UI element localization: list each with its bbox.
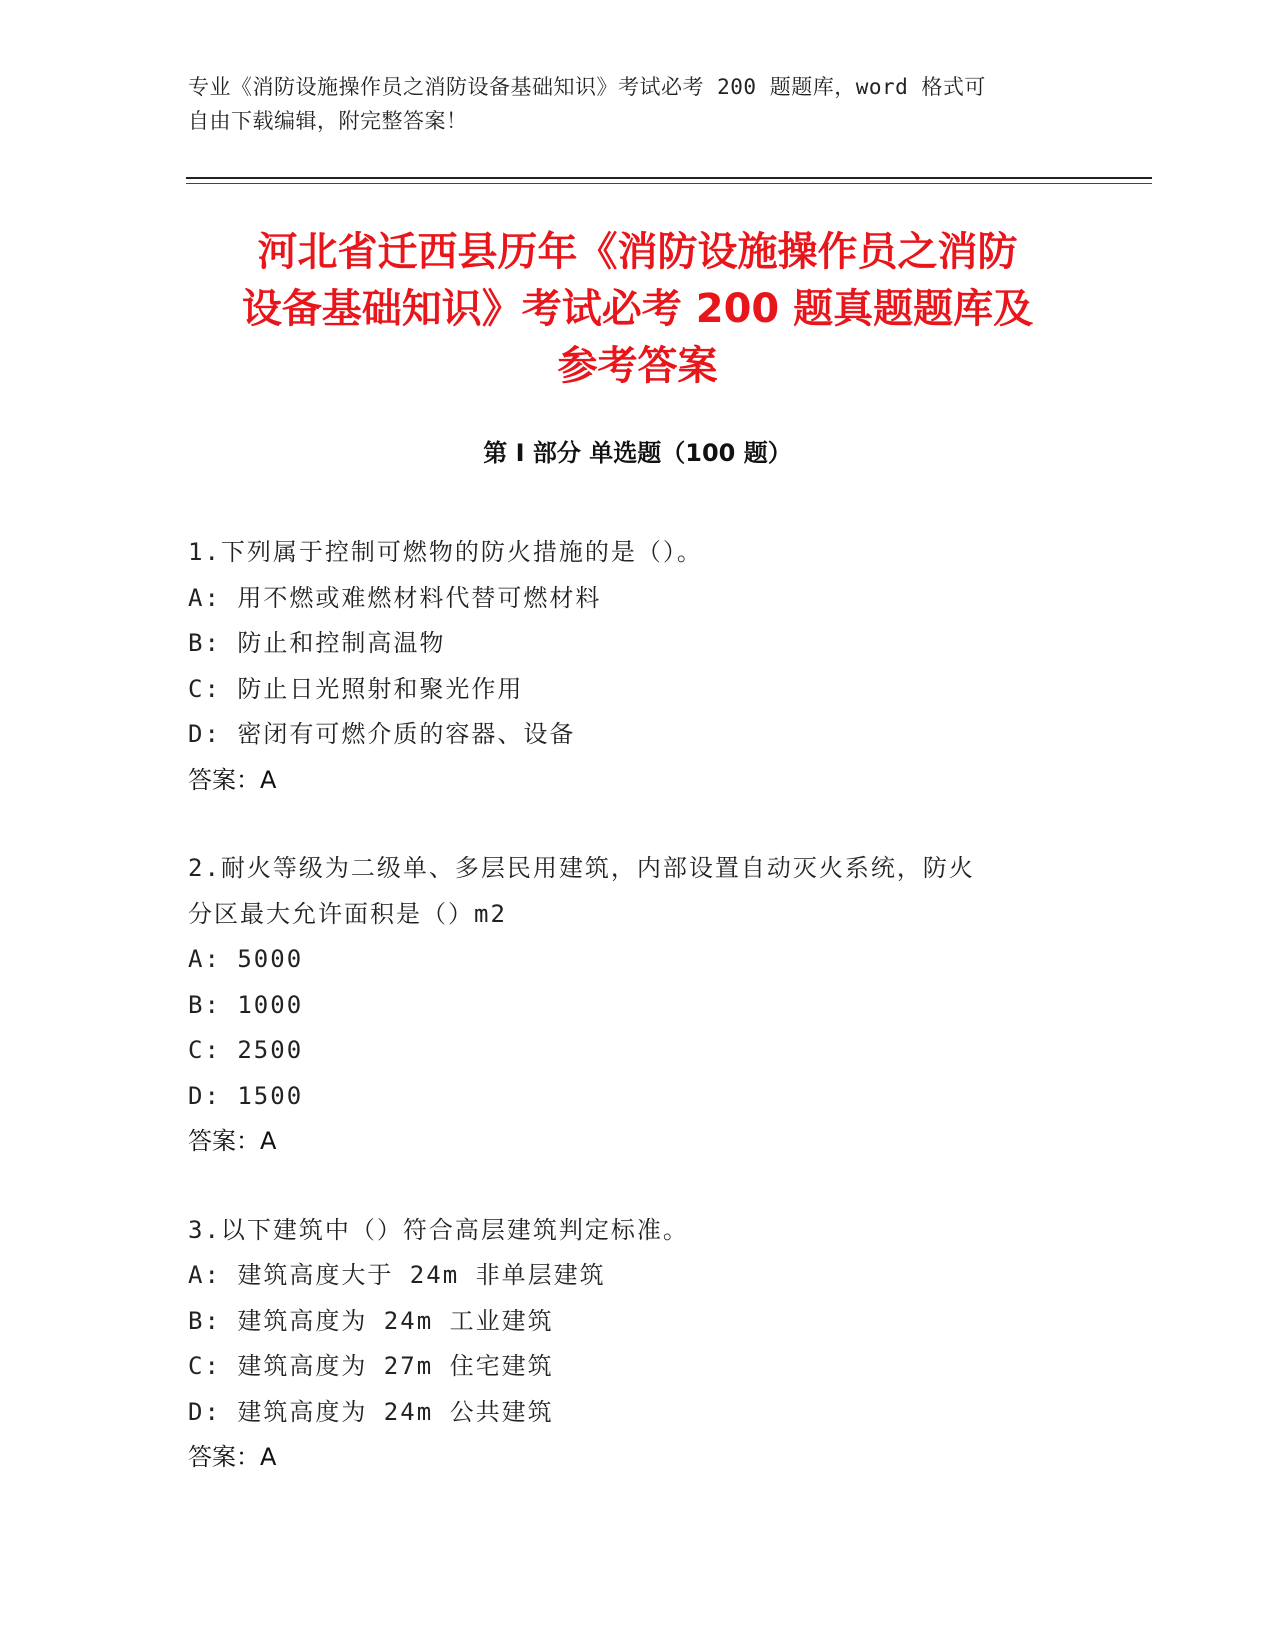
intro-line-1: 专业《消防设施操作员之消防设备基础知识》考试必考 200 题题库，word 格式可 [188, 75, 986, 99]
answer-line: 答案：A [188, 765, 277, 794]
option-a: A: 5000 [188, 945, 304, 973]
question-stem [188, 530, 1078, 576]
option-c: C: 建筑高度为 27m 住宅建筑 [188, 1352, 554, 1380]
answer-line: 答案：A [188, 1127, 277, 1155]
option-c: C: 2500 [188, 1036, 304, 1064]
option-d: D: 密闭有可燃介质的容器、设备 [188, 720, 576, 748]
question-1 [188, 530, 1078, 803]
option-d: D: 1500 [188, 1081, 304, 1110]
option-c: C: 防止日光照射和聚光作用 [188, 674, 524, 703]
title-line-2: 设备基础知识》考试必考 200 题真题题库及 [241, 286, 1034, 332]
title-line-3: 参考答案 [557, 343, 718, 389]
option-b: B: 1000 [188, 990, 304, 1019]
question-2 [188, 846, 1078, 1165]
option-b: B: 防止和控制高温物 [188, 629, 446, 657]
intro-paragraph [188, 70, 1088, 138]
stem-line: 1.下列属于控制可燃物的防火措施的是（）。 [188, 538, 703, 566]
option-b: B: 建筑高度为 24m 工业建筑 [188, 1306, 554, 1335]
option-a: A: 建筑高度大于 24m 非单层建筑 [188, 1261, 606, 1289]
intro-line-2: 自由下载编辑，附完整答案！ [188, 109, 468, 133]
stem-line: 分区最大允许面积是（）m2 [188, 899, 507, 928]
question-stem [188, 846, 1078, 937]
document-title [180, 224, 1095, 395]
question-list [188, 530, 1078, 1524]
section-heading: 第 I 部分 单选题（100 题） [483, 439, 792, 467]
question-3 [188, 1208, 1078, 1481]
option-a: A: 用不燃或难燃材料代替可燃材料 [188, 583, 602, 612]
question-stem [188, 1208, 1078, 1254]
title-line-1: 河北省迁西县历年《消防设施操作员之消防 [257, 229, 1018, 275]
header-divider-thick [186, 177, 1152, 179]
answer-line: 答案：A [188, 1443, 277, 1471]
stem-line: 3.以下建筑中（）符合高层建筑判定标准。 [188, 1215, 689, 1244]
header-divider-thin [186, 183, 1152, 184]
option-d: D: 建筑高度为 24m 公共建筑 [188, 1397, 554, 1426]
stem-line: 2.耐火等级为二级单、多层民用建筑，内部设置自动灭火系统，防火 [188, 854, 975, 882]
